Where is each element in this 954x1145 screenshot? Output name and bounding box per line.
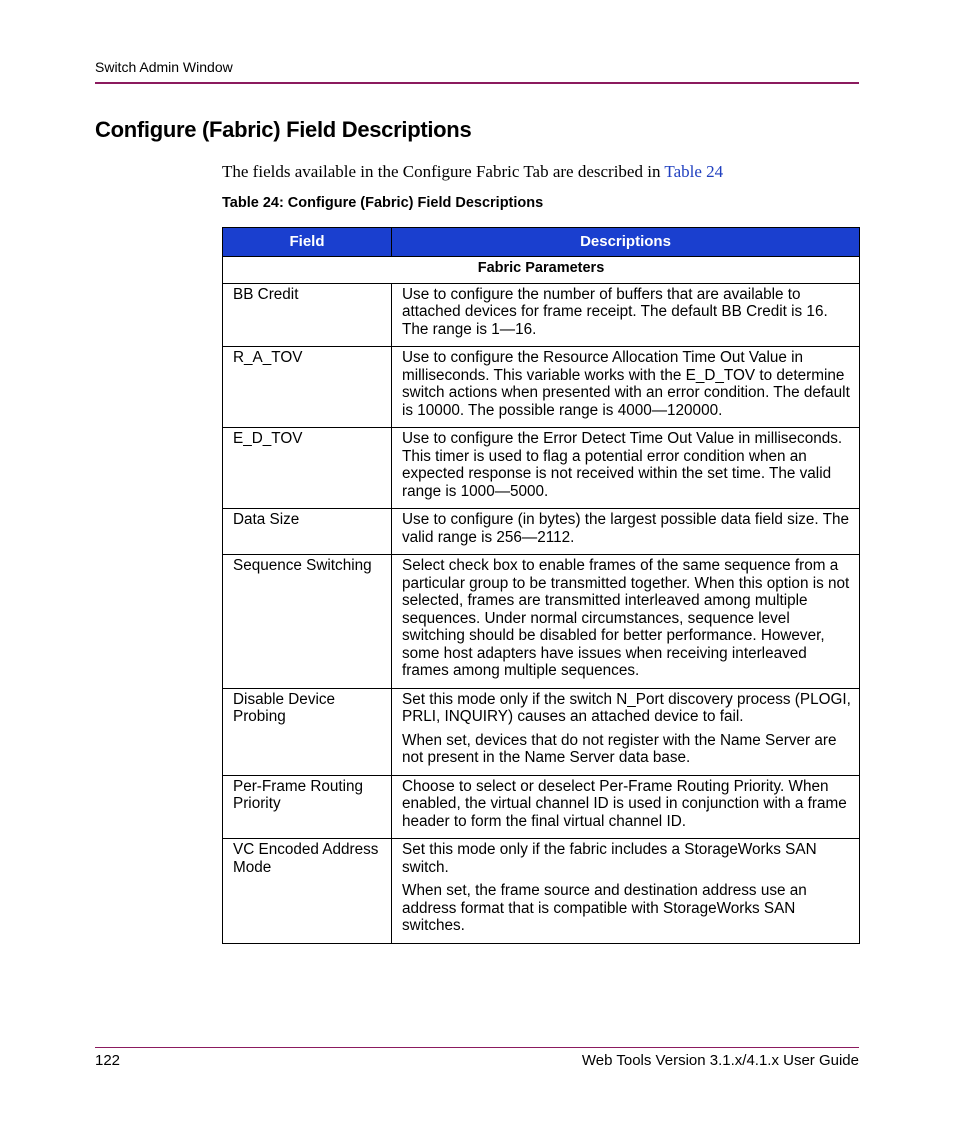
- description-paragraph: Select check box to enable frames of the same sequence from a particular group to be transmitted together. When this option is not selected, frames are transmitted interleaved among multiple sequences. Under normal circumstances, sequence level switching should be disabled for better performance. However, some host adapters have issues when receiving interleaved frames among multiple sequences.: [402, 557, 850, 679]
- description-paragraph: When set, the frame source and destination address use an address format that is compatible with StorageWorks SAN switches.: [402, 882, 807, 934]
- field-descriptions-table: [222, 227, 860, 944]
- group-row: [223, 257, 860, 284]
- footer-doc-title: Web Tools Version 3.1.x/4.1.x User Guide: [581, 1052, 859, 1069]
- field-name-cell: Sequence Switching: [223, 555, 392, 689]
- header-rule: [95, 82, 859, 84]
- field-name-cell: BB Credit: [223, 283, 392, 347]
- description-cell: [392, 509, 860, 555]
- description-paragraph: Use to configure the Error Detect Time Out Value in milliseconds. This timer is used to flag a potential error condition when an expected response is not received within the set time. The valid range is 1000—5000.: [402, 430, 843, 500]
- table-24-link[interactable]: Table 24: [664, 162, 724, 181]
- field-name-cell: E_D_TOV: [223, 428, 392, 509]
- description-paragraph: Use to configure (in bytes) the largest possible data field size. The valid range is 256—2112.: [402, 511, 849, 546]
- description-paragraph: Set this mode only if the switch N_Port discovery process (PLOGI, PRLI, INQUIRY) causes an attached device to fail.: [402, 690, 851, 725]
- table-row: [223, 347, 860, 428]
- column-header-field: Field: [223, 228, 392, 257]
- table-row: [223, 555, 860, 689]
- section-title: Configure (Fabric) Field Descriptions: [95, 117, 472, 142]
- table-row: [223, 509, 860, 555]
- field-name-cell: Disable Device Probing: [223, 688, 392, 775]
- field-name-cell: R_A_TOV: [223, 347, 392, 428]
- description-paragraph: When set, devices that do not register with the Name Server are not present in the Name Server data base.: [402, 731, 837, 766]
- field-name-cell: VC Encoded Address Mode: [223, 839, 392, 944]
- column-header-descriptions: Descriptions: [392, 228, 860, 257]
- description-cell: [392, 555, 860, 689]
- description-cell: [392, 775, 860, 839]
- footer-rule: [95, 1047, 859, 1048]
- table-body: [223, 257, 860, 944]
- table-header-row: [223, 228, 860, 257]
- description-paragraph: Set this mode only if the fabric includes a StorageWorks SAN switch.: [402, 841, 817, 876]
- table-row: [223, 428, 860, 509]
- table-caption: Table 24: Configure (Fabric) Field Descriptions: [222, 195, 544, 211]
- description-cell: [392, 688, 860, 775]
- intro-paragraph: [222, 162, 723, 182]
- table-row: [223, 688, 860, 775]
- description-cell: [392, 839, 860, 944]
- description-paragraph: Choose to select or deselect Per-Frame Routing Priority. When enabled, the virtual channel ID is used in conjunction with a frame header to form the final virtual channel ID.: [402, 777, 847, 830]
- description-paragraph: Use to configure the number of buffers that are available to attached devices for frame receipt. The default BB Credit is 16. The range is 1—16.: [402, 285, 828, 338]
- intro-text: The fields available in the Configure Fabric Tab are described in: [222, 162, 665, 181]
- field-name-cell: Per-Frame Routing Priority: [223, 775, 392, 839]
- group-label: Fabric Parameters: [223, 257, 860, 284]
- description-paragraph: Use to configure the Resource Allocation Time Out Value in milliseconds. This variable works with the E_D_TOV to determine switch actions when presented with an error condition. The default is 10000. The possible range is 4000—120000.: [402, 349, 850, 419]
- field-name-cell: Data Size: [223, 509, 392, 555]
- table-row: [223, 775, 860, 839]
- running-head: Switch Admin Window: [95, 59, 233, 75]
- table-row: [223, 839, 860, 944]
- description-cell: [392, 428, 860, 509]
- page-number: 122: [95, 1052, 121, 1069]
- description-cell: [392, 347, 860, 428]
- table-row: [223, 283, 860, 347]
- description-cell: [392, 283, 860, 347]
